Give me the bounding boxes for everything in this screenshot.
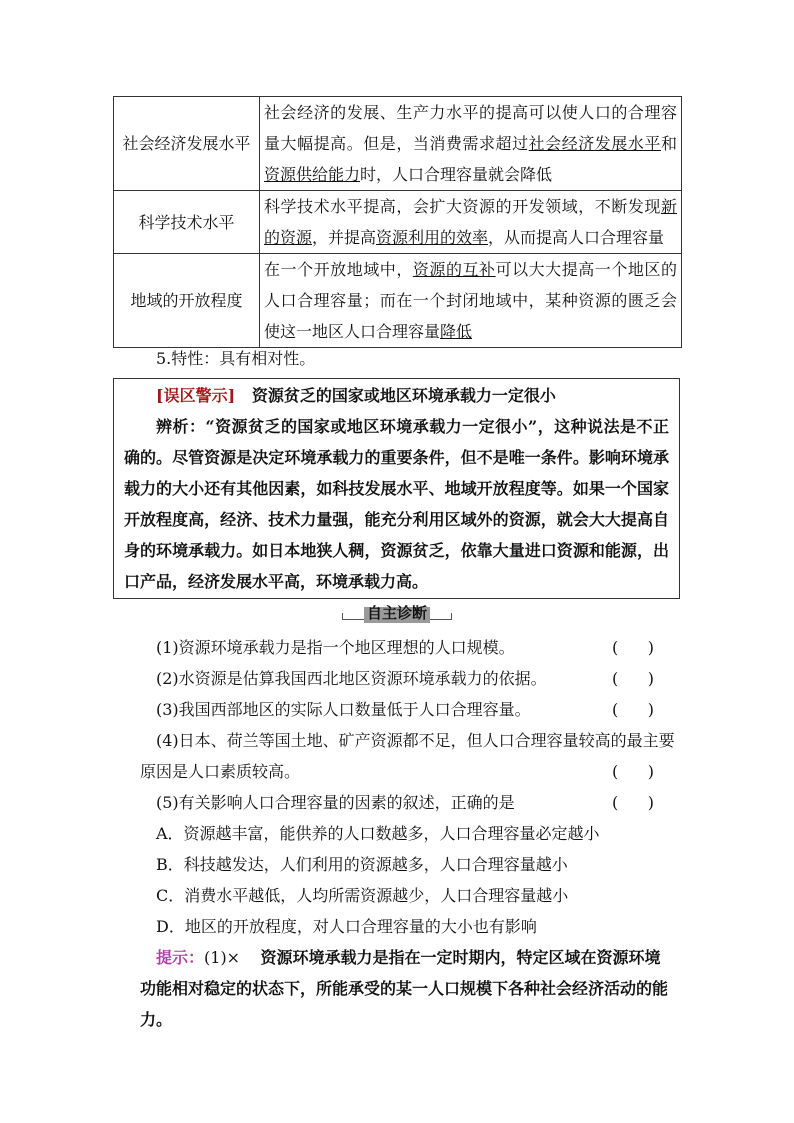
answer-blank: ( ) xyxy=(612,793,654,812)
underlined-text: 资源供给能力 xyxy=(264,165,361,184)
option-b: B．科技越发达，人们利用的资源越多，人口合理容量越小 xyxy=(156,855,568,874)
question-item: (4)日本、荷兰等国土地、矿产资源都不足，但人口合理容量较高的最主要原因是人口素质较高。 xyxy=(140,731,675,781)
factors-table xyxy=(113,96,682,348)
underlined-text: 新的资源 xyxy=(264,197,677,247)
warning-tag: [误区警示] xyxy=(156,386,236,405)
text-segment: 科学技术水平提高，会扩大资源的开发领域，不断发现 xyxy=(264,197,661,216)
question-item: (2)水资源是估算我国西北地区资源环境承载力的依据。 xyxy=(156,669,547,688)
answer-blank: ( ) xyxy=(612,669,654,688)
question-item: (5)有关影响人口合理容量的因素的叙述，正确的是 xyxy=(156,793,515,812)
factor-description xyxy=(260,97,682,191)
answer-blank: ( ) xyxy=(612,638,654,657)
text-segment: 和 xyxy=(660,134,677,153)
option-c: C．消费水平越低，人均所需资源越少，人口合理容量越小 xyxy=(156,886,569,905)
warning-box xyxy=(113,378,680,599)
warning-body: 辨析：“资源贫乏的国家或地区环境承载力一定很小”，这种说法是不正确的。尽管资源是决定环境承载力的重要条件，但不是唯一条件。影响环境承载力的大小还有其他因素，如科技发展水平、地域开放程度等。如果一个国家开放程度高，经济、技术力量强，能充分利用区域外的资源，就会大大提高自身的环境承载力。如日本地狭人稠，资源贫乏，依靠大量进口资源和能源，出口产品，经济发展水平高，环境承载力高。 xyxy=(124,417,669,591)
question-item: (1)资源环境承载力是指一个地区理想的人口规模。 xyxy=(156,638,515,657)
text-segment: 在一个开放地域中， xyxy=(264,260,413,279)
underlined-text: 资源的互补 xyxy=(412,260,496,279)
question-item: (3)我国西部地区的实际人口数量低于人口合理容量。 xyxy=(156,700,531,719)
answer-blank: ( ) xyxy=(612,700,654,719)
table-row xyxy=(114,191,682,254)
text-segment: 可以大大提高一个地区的人口合理容量；而在一个封闭地域中，某种资源的匮乏会使这一地区人口合理容量 xyxy=(264,260,677,341)
section-title: 自主诊断 xyxy=(366,604,427,622)
factor-description xyxy=(260,191,682,254)
section-banner xyxy=(342,603,452,623)
table-row xyxy=(114,97,682,191)
option-d: D．地区的开放程度，对人口合理容量的大小也有影响 xyxy=(156,917,537,936)
table-row xyxy=(114,254,682,348)
factor-name: 地域的开放程度 xyxy=(114,254,260,348)
factor-name: 科学技术水平 xyxy=(114,191,260,254)
point-5: 5.特性：具有相对性。 xyxy=(156,349,316,368)
hint-text: 提示：(1)× 资源环境承载力是指在一定时期内，特定区域在资源环境功能相对稳定的状态下，所能承受的某一人口规模下各种社会经济活动的能力。 xyxy=(140,948,669,1029)
underlined-text: 降低 xyxy=(440,322,473,341)
text-segment: 社会经济的发展、生产力水平的提高可以使人口的合理容量大幅提高。但是，当消费需求超过 xyxy=(264,103,677,153)
factor-description xyxy=(260,254,682,348)
factor-name: 社会经济发展水平 xyxy=(114,97,260,191)
text-segment: 时，人口合理容量就会降低 xyxy=(360,165,553,184)
text-segment: ，并提高 xyxy=(312,228,377,247)
option-a: A．资源越丰富，能供养的人口数越多，人口合理容量必定越小 xyxy=(156,824,600,843)
warning-title: 资源贫乏的国家或地区环境承载力一定很小 xyxy=(251,386,556,405)
underlined-text: 资源利用的效率 xyxy=(376,228,489,247)
answer-blank: ( ) xyxy=(612,762,654,781)
underlined-text: 社会经济发展水平 xyxy=(528,134,661,153)
text-segment: ，从而提高人口合理容量 xyxy=(488,228,665,247)
